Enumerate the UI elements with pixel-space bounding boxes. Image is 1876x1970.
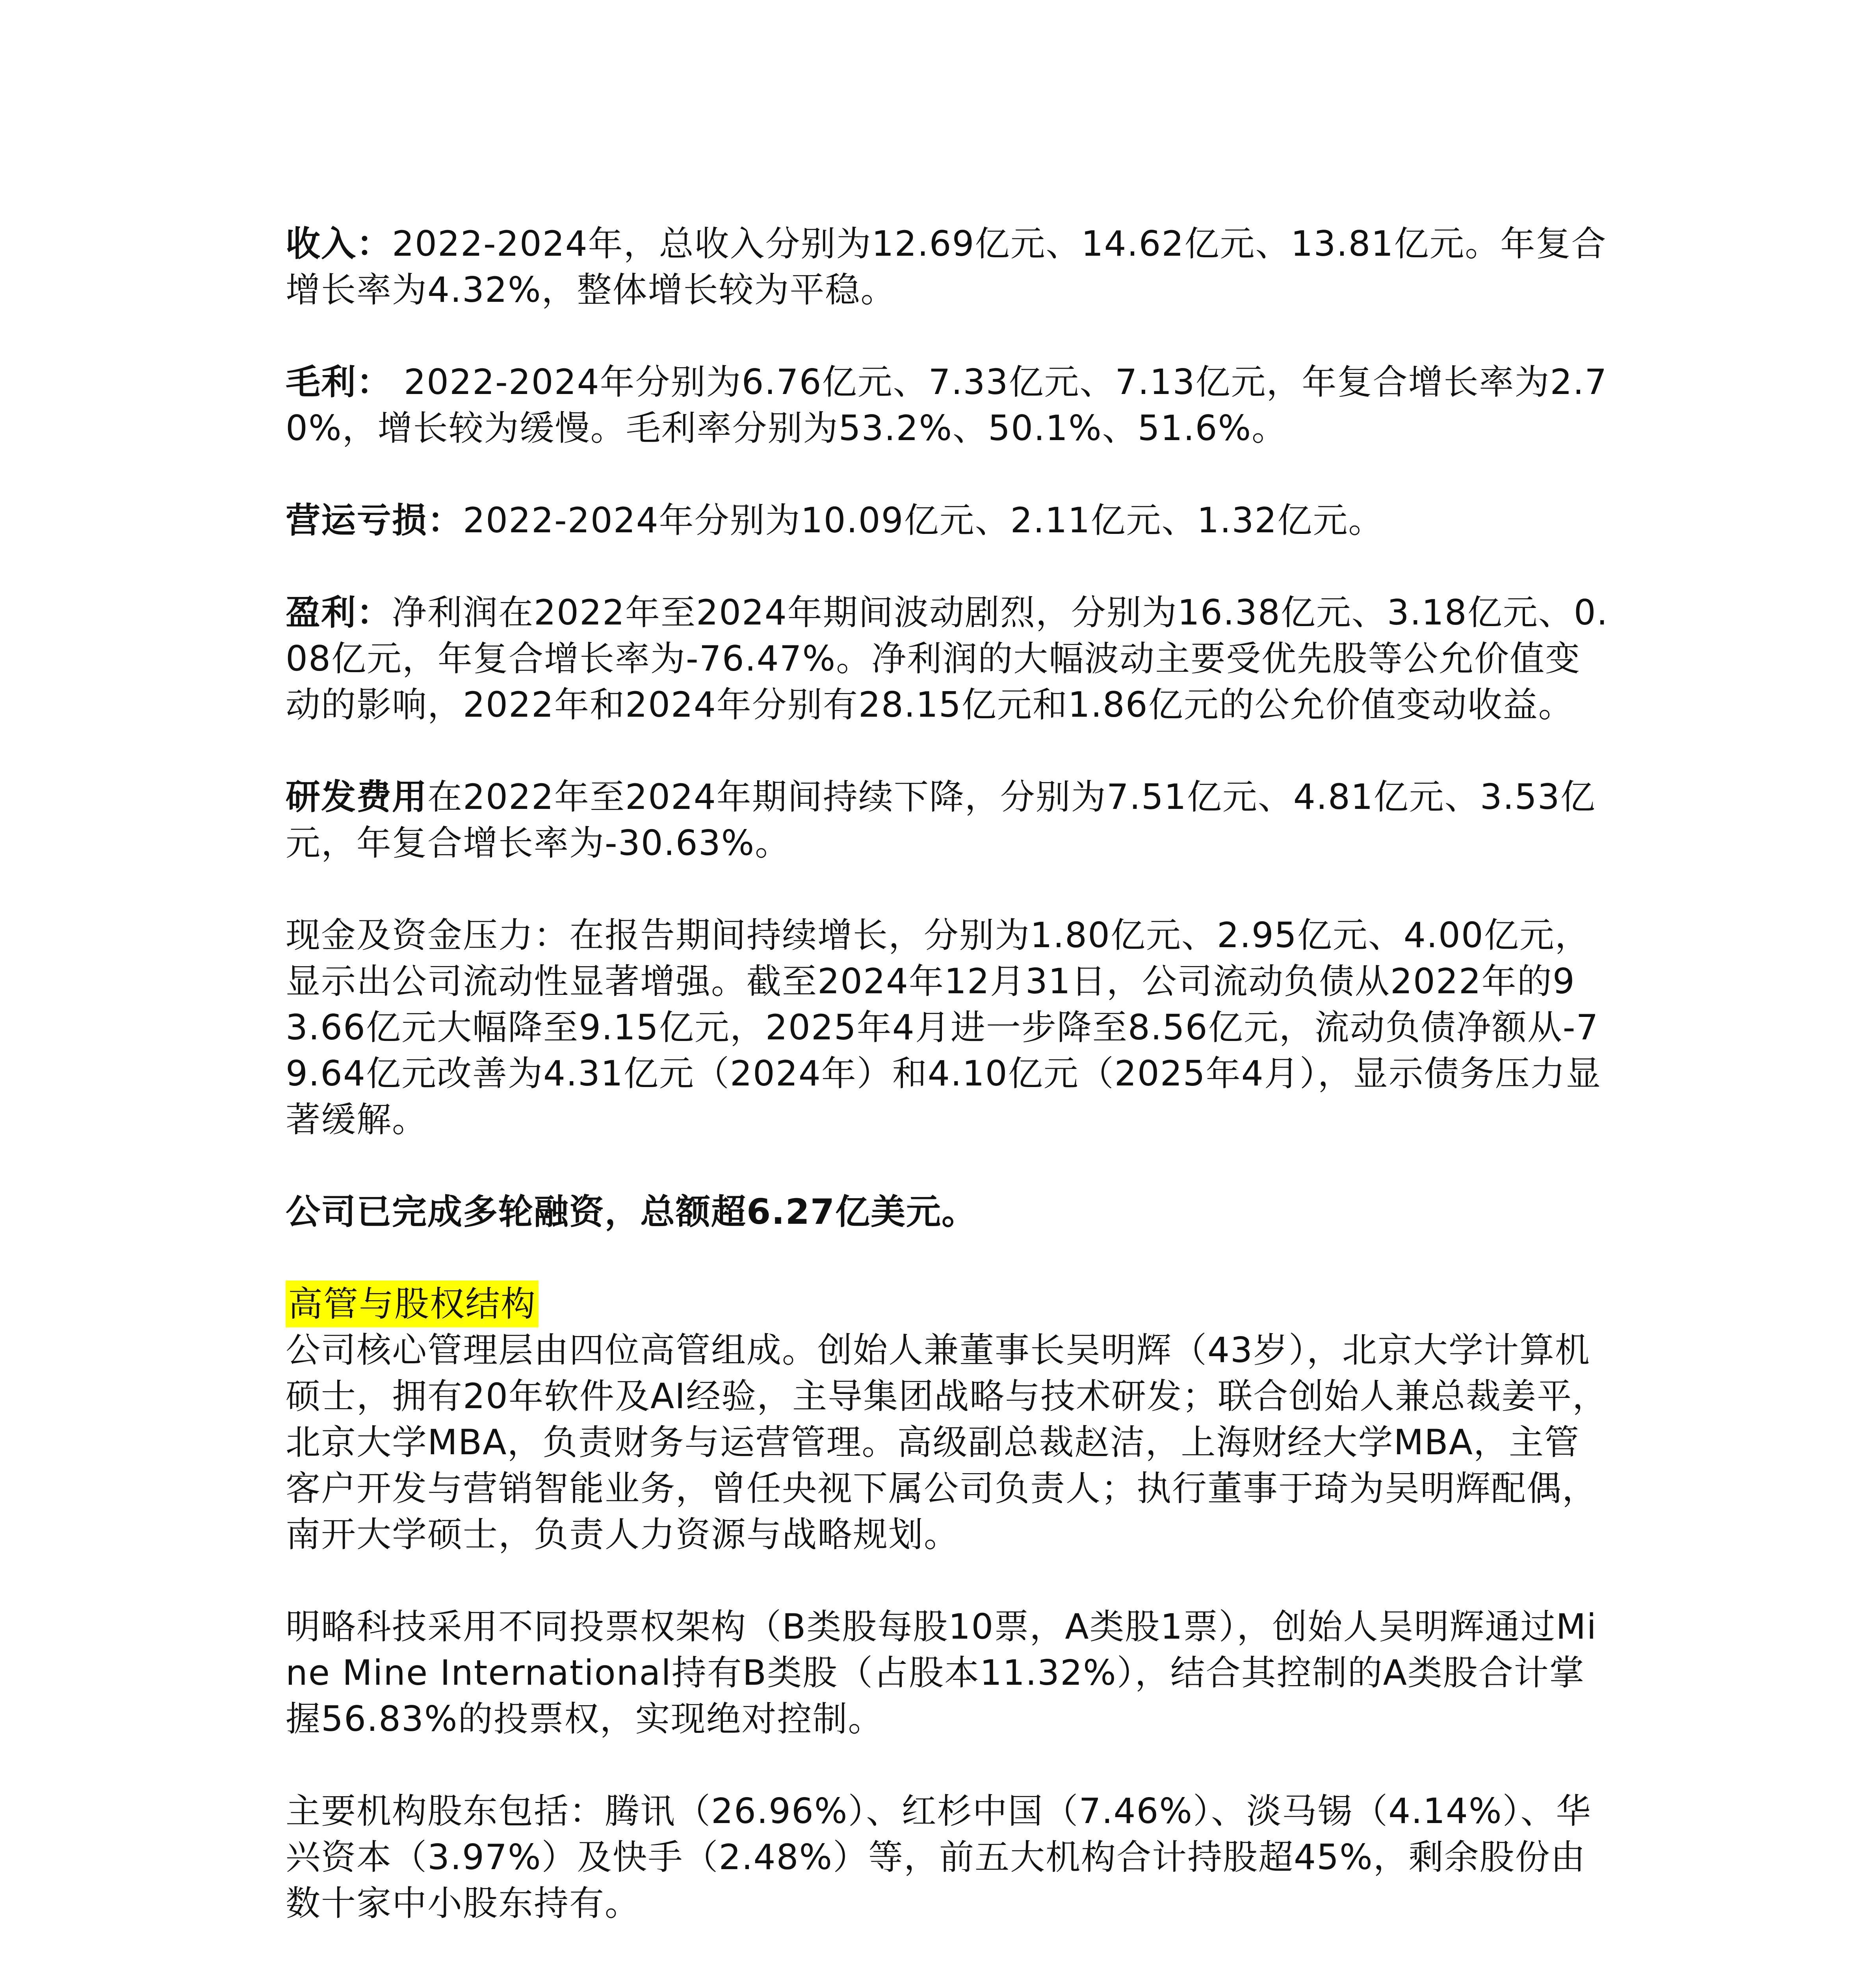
gross-profit-label: 毛利： — [286, 362, 392, 402]
profit-paragraph — [286, 589, 1609, 728]
profit-text: 净利润在2022年至2024年期间波动剧烈，分别为16.38亿元、3.18亿元、0.08亿元，年复合增长率为-76.47%。净利润的大幅波动主要受优先股等公允价值变动的影响，2022年和2024年分别有28.15亿元和1.86亿元的公允价值变动收益。 — [286, 592, 1609, 725]
gross-profit-text: 2022-2024年分别为6.76亿元、7.33亿元、7.13亿元，年复合增长率为2.70%，增长较为缓慢。毛利率分别为53.2%、50.1%、51.6%。 — [286, 362, 1608, 448]
section-heading: 高管与股权结构 — [286, 1280, 539, 1327]
revenue-label: 收入： — [286, 223, 392, 264]
operating-loss-text: 2022-2024年分别为10.09亿元、2.11亿元、1.32亿元。 — [463, 500, 1384, 541]
document-body — [286, 221, 1609, 1926]
rd-expense-paragraph — [286, 774, 1609, 866]
revenue-paragraph — [286, 221, 1609, 313]
financing-paragraph: 公司已完成多轮融资，总额超6.27亿美元。 — [286, 1191, 977, 1232]
rd-expense-label: 研发费用 — [286, 777, 428, 817]
rd-expense-text: 在2022年至2024年期间持续下降，分别为7.51亿元、4.81亿元、3.53亿元，年复合增长率为-30.63%。 — [286, 777, 1596, 863]
operating-loss-paragraph — [286, 497, 1609, 543]
shareholders-paragraph: 主要机构股东包括：腾讯（26.96%）、红杉中国（7.46%）、淡马锡（4.14%）、华兴资本（3.97%）及快手（2.48%）等，前五大机构合计持股超45%，剩余股份由数十家中小股东持有。 — [286, 1791, 1592, 1924]
management-paragraph: 公司核心管理层由四位高管组成。创始人兼董事长吴明辉（43岁），北京大学计算机硕士，拥有20年软件及AI经验，主导集团战略与技术研发；联合创始人兼总裁姜平，北京大学MBA，负责财务与运营管理。高级副总裁赵洁，上海财经大学MBA，主管客户开发与营销智能业务，曾任央视下属公司负责人；执行董事于琦为吴明辉配偶，南开大学硕士，负责人力资源与战略规划。 — [286, 1330, 1608, 1555]
section-heading-row — [286, 1281, 1609, 1327]
voting-structure-paragraph: 明略科技采用不同投票权架构（B类股每股10票，A类股1票），创始人吴明辉通过Mine Mine International持有B类股（占股本11.32%），结合其控制的A类股合计掌握56.83%的投票权，实现绝对控制。 — [286, 1606, 1597, 1739]
profit-label: 盈利： — [286, 592, 392, 633]
cash-pressure-paragraph: 现金及资金压力：在报告期间持续增长，分别为1.80亿元、2.95亿元、4.00亿元，显示出公司流动性显著增强。截至2024年12月31日，公司流动负债从2022年的93.66亿元大幅降至9.15亿元，2025年4月进一步降至8.56亿元，流动负债净额从-79.64亿元改善为4.31亿元（2024年）和4.10亿元（2025年4月），显示债务压力显著缓解。 — [286, 915, 1601, 1140]
gross-profit-paragraph — [286, 359, 1609, 451]
revenue-text: 2022-2024年，总收入分别为12.69亿元、14.62亿元、13.81亿元。年复合增长率为4.32%，整体增长较为平稳。 — [286, 223, 1607, 310]
operating-loss-label: 营运亏损： — [286, 500, 463, 541]
